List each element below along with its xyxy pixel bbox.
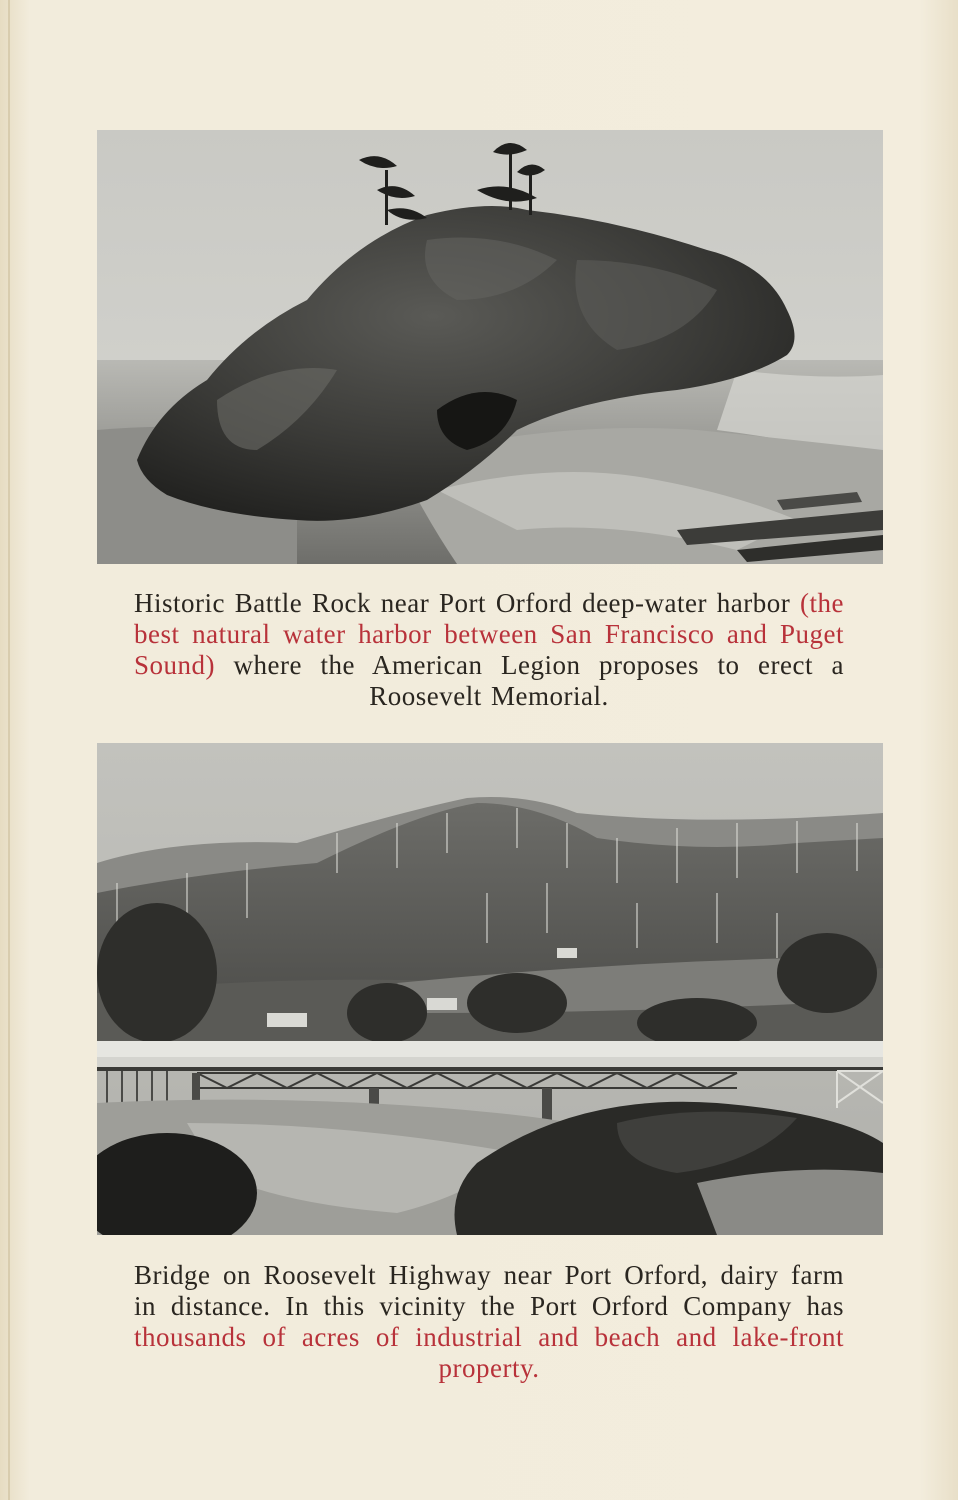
page-fold-edge: [8, 0, 10, 1500]
battle-rock-caption-text-end: where the American Legion proposes to erect a Roosevelt Memorial.: [215, 650, 844, 711]
bridge-photo: [97, 743, 883, 1235]
bridge-caption-highlight: thousands of acres of industrial and beach and lake-front property.: [134, 1322, 844, 1383]
bridge-caption-text: Bridge on Roosevelt Highway near Port Orford, dairy farm in distance. In this vicinity the Port Orford Company has: [134, 1260, 844, 1321]
bridge-caption: [134, 1260, 844, 1384]
battle-rock-illustration: [97, 130, 883, 564]
battle-rock-caption-highlight: (the best natural water harbor between San Francisco and Puget Sound): [134, 588, 844, 680]
battle-rock-caption-text: Historic Battle Rock near Port Orford deep-water harbor: [134, 588, 801, 618]
battle-rock-photo: [97, 130, 883, 564]
bridge-illustration: [97, 743, 883, 1235]
battle-rock-caption: [134, 588, 844, 712]
